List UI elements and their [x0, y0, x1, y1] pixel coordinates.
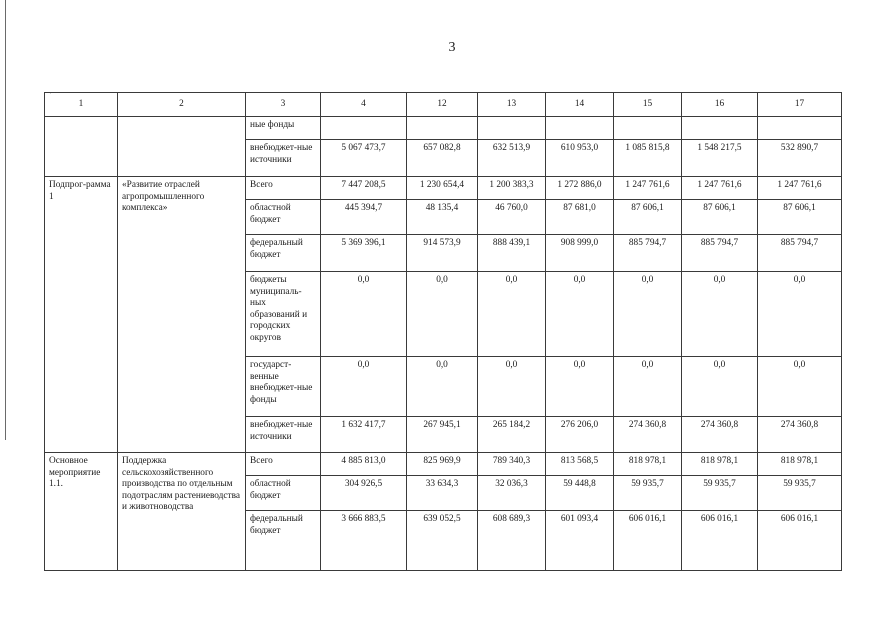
value-cell: 789 340,3 [478, 453, 546, 476]
value-cell: 1 247 761,6 [682, 177, 758, 200]
value-cell: 606 016,1 [682, 511, 758, 571]
value-cell: 1 272 886,0 [546, 177, 614, 200]
funding-source: Всего [246, 453, 321, 476]
value-cell: 3 666 883,5 [321, 511, 407, 571]
value-cell: 1 632 417,7 [321, 417, 407, 453]
program-name-cell: «Развитие отраслей агропромышленного комплекса» [118, 177, 246, 453]
value-cell: 632 513,9 [478, 140, 546, 177]
value-cell: 0,0 [758, 272, 842, 357]
value-cell [758, 117, 842, 140]
column-header-3: 3 [246, 93, 321, 117]
funding-source: бюджеты муниципаль-ных образований и городских округов [246, 272, 321, 357]
value-cell [546, 117, 614, 140]
value-cell: 0,0 [407, 357, 478, 417]
value-cell: 48 135,4 [407, 200, 478, 235]
value-cell: 7 447 208,5 [321, 177, 407, 200]
program-name-cell [118, 117, 246, 177]
value-cell: 601 093,4 [546, 511, 614, 571]
table-row [45, 453, 842, 476]
value-cell: 885 794,7 [758, 235, 842, 272]
value-cell: 0,0 [478, 272, 546, 357]
table-row [45, 117, 842, 140]
value-cell: 0,0 [407, 272, 478, 357]
value-cell: 1 230 654,4 [407, 177, 478, 200]
value-cell: 825 969,9 [407, 453, 478, 476]
value-cell: 885 794,7 [682, 235, 758, 272]
column-header-4: 4 [321, 93, 407, 117]
value-cell: 639 052,5 [407, 511, 478, 571]
program-code-cell: Основное мероприятие 1.1. [45, 453, 118, 571]
value-cell: 914 573,9 [407, 235, 478, 272]
funding-source: областной бюджет [246, 200, 321, 235]
value-cell: 606 016,1 [614, 511, 682, 571]
funding-source: областной бюджет [246, 476, 321, 511]
funding-source: федеральный бюджет [246, 235, 321, 272]
value-cell: 818 978,1 [614, 453, 682, 476]
value-cell: 885 794,7 [614, 235, 682, 272]
value-cell: 1 247 761,6 [758, 177, 842, 200]
column-header-17: 17 [758, 93, 842, 117]
value-cell: 1 548 217,5 [682, 140, 758, 177]
value-cell: 276 206,0 [546, 417, 614, 453]
value-cell: 610 953,0 [546, 140, 614, 177]
value-cell: 0,0 [614, 272, 682, 357]
value-cell: 1 200 383,3 [478, 177, 546, 200]
budget-table [44, 92, 842, 571]
value-cell: 0,0 [682, 272, 758, 357]
funding-source: Всего [246, 177, 321, 200]
value-cell: 0,0 [682, 357, 758, 417]
value-cell: 274 360,8 [614, 417, 682, 453]
value-cell [478, 117, 546, 140]
value-cell: 87 606,1 [682, 200, 758, 235]
value-cell: 0,0 [546, 272, 614, 357]
column-header-16: 16 [682, 93, 758, 117]
value-cell: 0,0 [546, 357, 614, 417]
page-number: 3 [448, 40, 456, 55]
value-cell: 606 016,1 [758, 511, 842, 571]
value-cell: 87 681,0 [546, 200, 614, 235]
value-cell: 274 360,8 [758, 417, 842, 453]
value-cell: 0,0 [478, 357, 546, 417]
value-cell: 265 184,2 [478, 417, 546, 453]
value-cell: 5 369 396,1 [321, 235, 407, 272]
column-header-13: 13 [478, 93, 546, 117]
table-row [45, 177, 842, 200]
page-edge-rule [5, 0, 6, 440]
value-cell: 0,0 [321, 272, 407, 357]
value-cell [682, 117, 758, 140]
value-cell: 1 247 761,6 [614, 177, 682, 200]
funding-source: государст-венные внебюджет-ные фонды [246, 357, 321, 417]
value-cell: 59 935,7 [614, 476, 682, 511]
value-cell: 608 689,3 [478, 511, 546, 571]
column-header-1 [45, 93, 118, 117]
value-cell: 59 448,8 [546, 476, 614, 511]
value-cell: 818 978,1 [758, 453, 842, 476]
value-cell: 32 036,3 [478, 476, 546, 511]
value-cell: 5 067 473,7 [321, 140, 407, 177]
value-cell: 908 999,0 [546, 235, 614, 272]
value-cell: 267 945,1 [407, 417, 478, 453]
value-cell: 87 606,1 [614, 200, 682, 235]
value-cell: 33 634,3 [407, 476, 478, 511]
value-cell: 274 360,8 [682, 417, 758, 453]
value-cell [321, 117, 407, 140]
header-row [45, 93, 842, 117]
value-cell: 657 082,8 [407, 140, 478, 177]
program-code-cell [45, 117, 118, 177]
column-header-2: 2 [118, 93, 246, 117]
program-name-cell: Поддержка сельскохозяйственного производства по отдельным подотраслям растениеводства и животноводства [118, 453, 246, 571]
column-header-14: 14 [546, 93, 614, 117]
value-cell: 1 085 815,8 [614, 140, 682, 177]
value-cell: 818 978,1 [682, 453, 758, 476]
value-cell: 59 935,7 [758, 476, 842, 511]
program-code-cell: Подпрог-рамма 1 [45, 177, 118, 453]
value-cell: 0,0 [614, 357, 682, 417]
value-cell: 46 760,0 [478, 200, 546, 235]
value-cell: 59 935,7 [682, 476, 758, 511]
value-cell: 0,0 [758, 357, 842, 417]
column-header-15: 15 [614, 93, 682, 117]
funding-source: федеральный бюджет [246, 511, 321, 571]
value-cell: 532 890,7 [758, 140, 842, 177]
value-cell: 445 394,7 [321, 200, 407, 235]
corner-mark: ' [50, 92, 52, 99]
funding-source: внебюджет-ные источники [246, 417, 321, 453]
value-cell: 4 885 813,0 [321, 453, 407, 476]
value-cell: 304 926,5 [321, 476, 407, 511]
column-header-label: 1 [78, 98, 84, 109]
value-cell: 0,0 [321, 357, 407, 417]
funding-source: ные фонды [246, 117, 321, 140]
value-cell: 888 439,1 [478, 235, 546, 272]
value-cell: 87 606,1 [758, 200, 842, 235]
funding-source: внебюджет-ные источники [246, 140, 321, 177]
value-cell [407, 117, 478, 140]
value-cell [614, 117, 682, 140]
value-cell: 813 568,5 [546, 453, 614, 476]
column-header-12: 12 [407, 93, 478, 117]
